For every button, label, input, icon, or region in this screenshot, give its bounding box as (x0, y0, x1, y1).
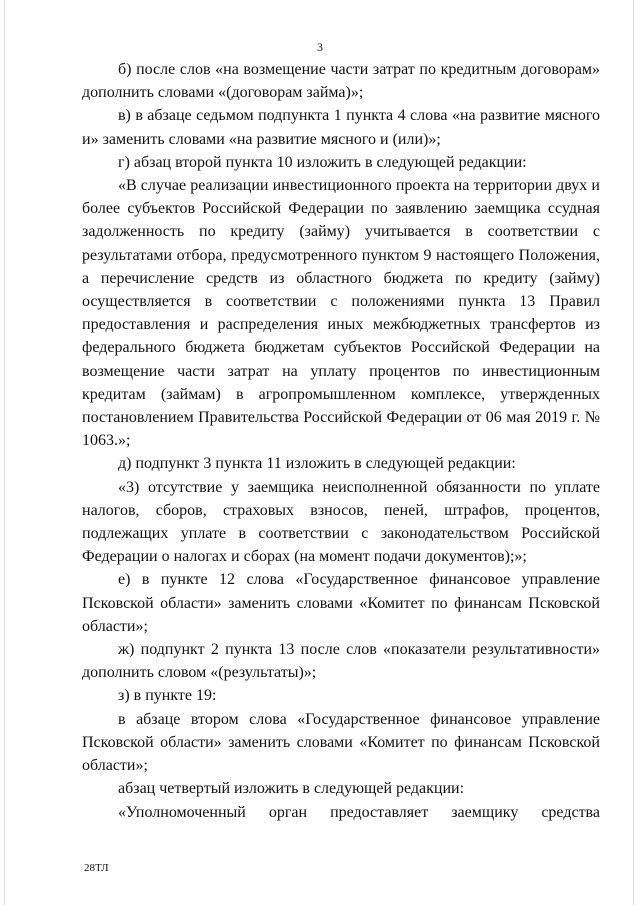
paragraph-z: з) в пункте 19: (118, 687, 217, 705)
scan-right-edge (633, 0, 634, 905)
document-body (82, 58, 600, 824)
paragraph-zh: ж) подпункт 2 пункта 13 после слов «показатели результативности» дополнить словом «(результаты)»; (82, 641, 600, 682)
paragraph-v: в) в абзаце седьмом подпункта 1 пункта 4 слова «на развитие мясного и» заменить словами «на развитие мясного и (или)»; (82, 107, 600, 148)
footer-code: 28ТЛ (84, 862, 109, 874)
paragraph-b: б) после слов «на возмещение части затрат по кредитным договорам» дополнить словами «(договорам займа)»; (82, 61, 600, 102)
paragraph-g: г) абзац второй пункта 10 изложить в следующей редакции: (118, 153, 527, 171)
paragraph-g-quote: «В случае реализации инвестиционного проекта на территории двух и более субъектов Российской Федерации по заявлению заемщика ссудная задолженность по кредиту (займу) учитывается в соответствии с результатами отбора, предусмотренного пунктом 9 настоящего Положения, а перечисление средств из областного бюджета по кредиту (займу) осуществляется в соответствии с положениями пункта 13 Правил предоставления и распределения иных межбюджетных трансфертов из федерального бюджета бюджетам субъектов Российской Федерации на возмещение части затрат на уплату процентов по инвестиционным кредитам (займам) в агропромышленном комплексе, утвержденных постановлением Правительства Российской Федерации от 06 мая 2019 г. № 1063.»; (82, 177, 600, 450)
paragraph-z-fourth-quote: «Уполномоченный орган предоставляет заемщику средства (118, 803, 600, 821)
paragraph-e: е) в пункте 12 слова «Государственное финансовое управление Псковской области» заменить словами «Комитет по финансам Псковской области»; (82, 571, 600, 635)
paragraph-d: д) подпункт 3 пункта 11 изложить в следующей редакции: (118, 455, 516, 473)
page-number: 3 (317, 40, 323, 54)
paragraph-z-second: в абзаце втором слова «Государственное финансовое управление Псковской области» заменить словами «Комитет по финансам Псковской области»; (82, 710, 600, 775)
scan-left-edge (4, 0, 5, 905)
paragraph-d-quote: «3) отсутствие у заемщика неисполненной обязанности по уплате налогов, сборов, страховых взносов, пеней, штрафов, процентов, подлежащих уплате в соответствии с законодательством Российской Федерации о налогах и сборах (на момент подачи документов);»; (82, 478, 600, 566)
paragraph-z-fourth: абзац четвертый изложить в следующей редакции: (118, 780, 465, 798)
